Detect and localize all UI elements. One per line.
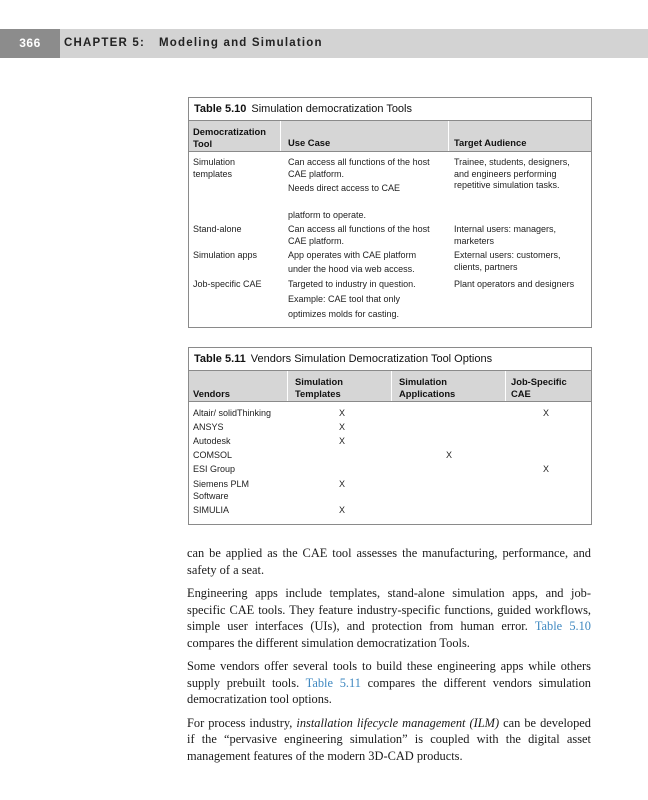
table-cell: Needs direct access to CAE (288, 183, 401, 193)
paragraph (187, 585, 591, 651)
table-cell: ESI Group (193, 464, 236, 474)
running-header (0, 29, 648, 58)
col-header-applications: Simulation Applications (399, 376, 456, 399)
table-number: Table 5.11 (194, 353, 246, 365)
table-reference-link[interactable]: Table 5.10 (534, 619, 592, 633)
paragraph-italic-term: installation lifecycle management (ILM) (296, 715, 500, 730)
table-cell: under the hood via web access. (288, 264, 415, 274)
col-header-templates: Simulation Templates (295, 376, 343, 399)
table-cell: Example: CAE tool that only (288, 294, 401, 304)
table-cell: SIMULIA (193, 505, 230, 515)
table-cell: platform to operate. (288, 210, 367, 220)
table-number: Table 5.10 (194, 103, 247, 115)
table-cell: X (339, 408, 346, 418)
table-cell: Stand-alone (193, 224, 242, 234)
table-title: Vendors Simulation Democratization Tool Options (250, 353, 493, 365)
table-cell: X (339, 505, 346, 515)
table-header-row (189, 121, 591, 152)
table-cell: ANSYS (193, 422, 224, 432)
table-cell: Altair/ solidThinking (193, 408, 272, 418)
table-cell: X (339, 436, 346, 446)
table-cell: App operates with CAE platform (288, 250, 417, 260)
paragraph-text: can be applied as the CAE tool assesses the manufacturing, performance, and safety of a seat. (187, 546, 591, 577)
paragraph-text: For process industry, (187, 715, 293, 730)
table-body (189, 402, 591, 524)
table-cell: X (446, 450, 453, 460)
table-cell: Trainee, students, designers, and engineers performing repetitive simulation tasks. (454, 157, 570, 190)
body-text (187, 545, 591, 771)
paragraph-text: Some vendors offer several tools to build these engineering apps while others supply prebuilt tools. (187, 659, 591, 690)
table-cell: optimizes molds for casting. (288, 309, 400, 319)
paragraph-text: compares the different vendors simulation democratization tool options. (187, 675, 591, 706)
chapter-heading (64, 29, 323, 58)
table-body (189, 152, 591, 322)
col-header-audience: Target Audience (454, 137, 527, 148)
table-cell: X (543, 464, 550, 474)
table-cell: X (339, 422, 346, 432)
table-cell: Simulation apps (193, 250, 258, 260)
table-cell: Targeted to industry in question. (288, 279, 416, 289)
table-cell: External users: customers, clients, partners (454, 250, 561, 272)
chapter-title: Modeling and Simulation (159, 37, 323, 49)
table-cell: Internal users: managers, marketers (454, 224, 557, 246)
table-5-11 (188, 347, 592, 525)
col-header-use-case: Use Case (288, 137, 331, 148)
table-cell: X (339, 479, 346, 489)
table-cell: Job-specific CAE (193, 279, 262, 289)
col-header-vendors: Vendors (193, 388, 230, 399)
paragraph-text: Engineering apps include templates, stand-alone simulation apps, and job-specific CAE tools. They feature industry-specific functions, guided workflows, simple user interfaces (UIs), and protection from human error. (187, 586, 591, 633)
paragraph (187, 715, 591, 765)
table-5-10 (188, 97, 592, 328)
paragraph (187, 658, 591, 708)
paragraph-text: compares the different simulation democratization Tools. (187, 635, 470, 650)
table-reference-link[interactable]: Table 5.11 (305, 675, 361, 690)
table-cell: Plant operators and designers (454, 279, 575, 289)
paragraph-text: can be developed if the “pervasive engineering simulation” is coupled with the digital asset management features of the modern 3D-CAD products. (187, 715, 591, 763)
table-title: Simulation democratization Tools (251, 103, 412, 115)
table-cell: COMSOL (193, 450, 233, 460)
table-cell: Can access all functions of the host CAE platform. (288, 224, 430, 246)
paragraph (187, 545, 591, 578)
table-cell: Siemens PLM Software (193, 479, 250, 501)
col-header-tool: Democratization Tool (193, 126, 266, 149)
table-caption (189, 348, 591, 371)
table-cell: Simulation templates (193, 157, 236, 179)
table-header-row (189, 371, 591, 402)
table-cell: X (543, 408, 550, 418)
chapter-label: CHAPTER 5: (64, 37, 146, 49)
table-cell: Can access all functions of the host CAE platform. (288, 157, 430, 179)
table-cell: Autodesk (193, 436, 231, 446)
table-caption (189, 98, 591, 121)
col-header-job-specific: Job-Specific CAE (511, 376, 567, 399)
page-number: 366 (0, 29, 60, 58)
